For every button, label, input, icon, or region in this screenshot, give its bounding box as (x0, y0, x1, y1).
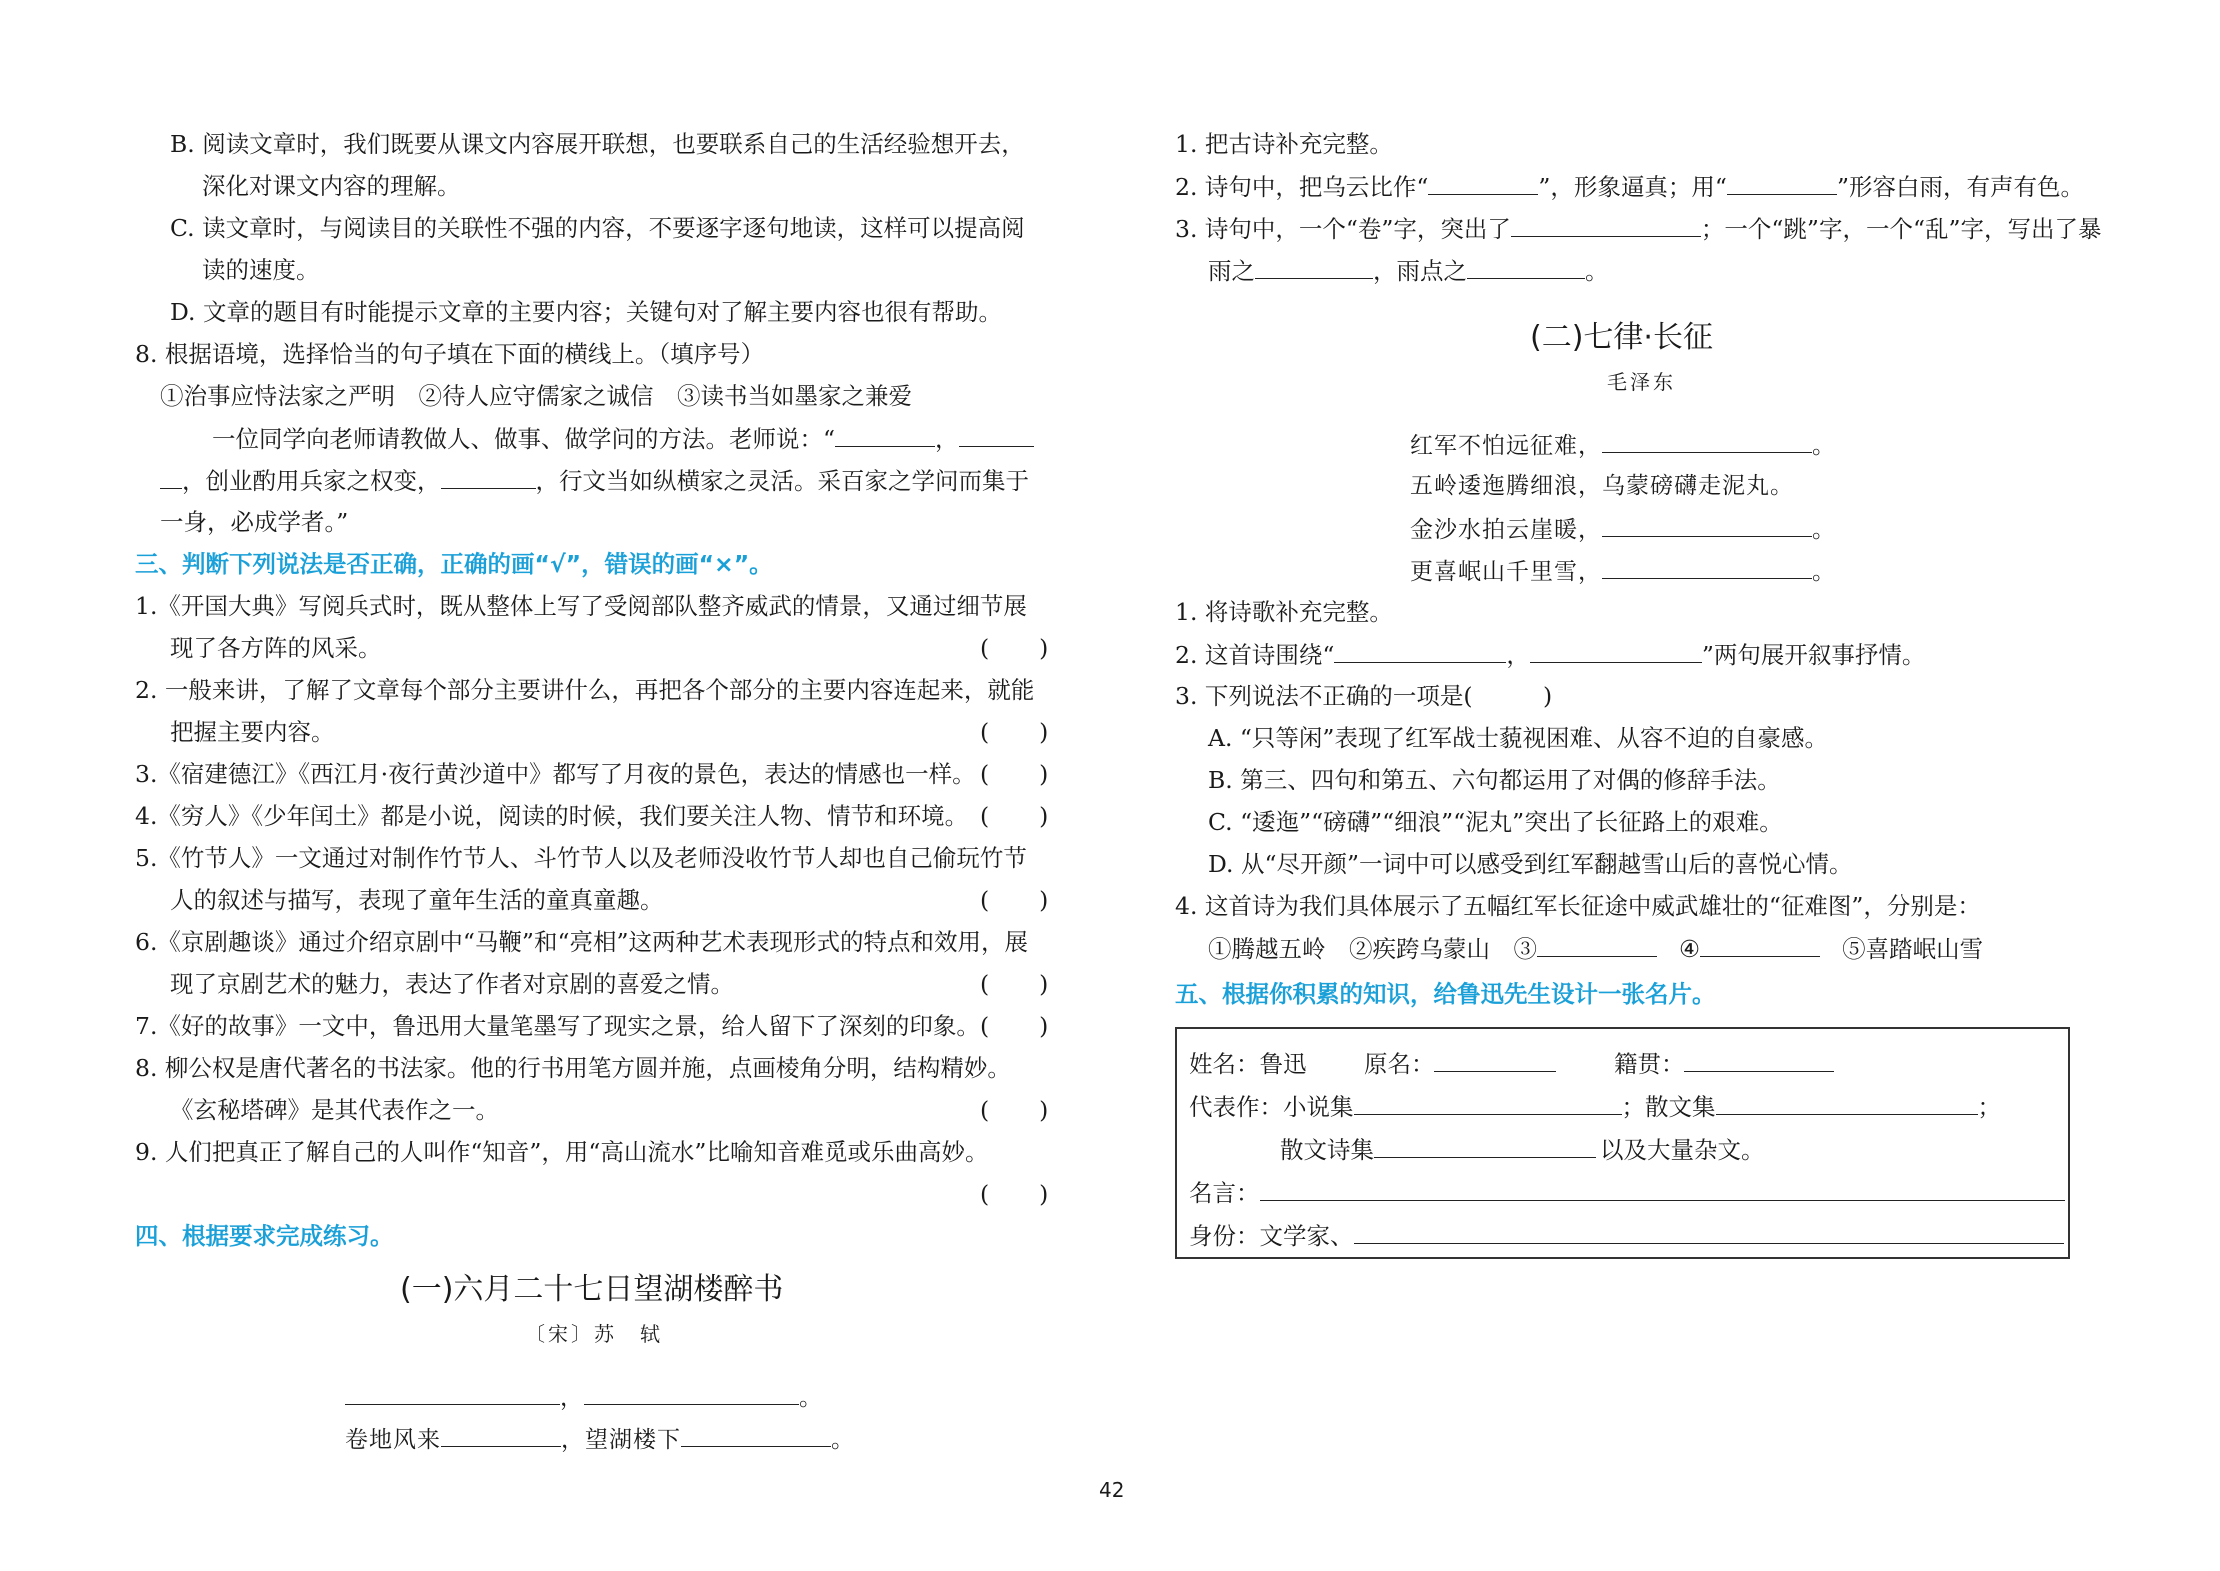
card-works-blank[interactable] (1354, 1090, 1622, 1115)
judge-item-3: 3.《宿建德江》《西江月·夜行黄沙道中》都写了月夜的景色，表达的情感也一样。 (135, 760, 976, 788)
judge-item-7: 7.《好的故事》一文中，鲁迅用大量笔墨写了现实之景，给人留下了深刻的印象。 (135, 1012, 980, 1040)
poem2-l4-period: 。 (1812, 559, 1836, 585)
q8-blank-3[interactable] (441, 464, 536, 489)
poem1-q3-b: ；一个“跳”字，一个“乱”字，写出了暴 (1700, 215, 2102, 243)
poem1-q3-a: 3. 诗句中，一个“卷”字，突出了 (1175, 215, 1511, 243)
poem1-q3-line1 (1175, 212, 2101, 245)
card-orig-label: 原名： (1363, 1050, 1435, 1078)
q7-option-d: D. 文章的题目有时能提示文章的主要内容；关键句对了解主要内容也很有帮助。 (170, 298, 1002, 326)
judge-answer-3[interactable]: ( ) (980, 760, 1050, 788)
poem2-author: 毛泽东 (1607, 370, 1676, 394)
card-essays-label: ；散文集 (1621, 1093, 1716, 1121)
card-row-2 (1189, 1090, 2001, 1123)
poem1-comma: ， (560, 1385, 584, 1411)
poem1-line2-a: 卷地风来 (345, 1427, 441, 1453)
judge-answer-9[interactable]: ( ) (980, 1180, 1050, 1208)
poem1-q2-blank-1[interactable] (1428, 170, 1538, 195)
card-row-4 (1189, 1176, 2065, 1209)
judge-item-6-line1: 6.《京剧趣谈》通过介绍京剧中“马鞭”和“亮相”这两种艺术表现形式的特点和效用，展 (135, 928, 1028, 956)
poem2-q3-option-b: B. 第三、四句和第五、六句都运用了对偶的修辞手法。 (1208, 766, 1781, 794)
poem1-q2-blank-2[interactable] (1727, 170, 1837, 195)
q8-p1-text: 一位同学向老师请教做人、做事、做学问的方法。老师说：“ (212, 425, 836, 453)
poem2-q4-blank-3[interactable] (1537, 932, 1657, 957)
poem1-blank-1[interactable] (345, 1380, 560, 1405)
poem2-q2-b: ， (1506, 641, 1530, 669)
poem2-line3 (1410, 512, 1836, 546)
judge-item-4: 4.《穷人》《少年闰土》都是小说，阅读的时候，我们要关注人物、情节和环境。 (135, 802, 969, 830)
judge-item-1-line1: 1.《开国大典》写阅兵式时，既从整体上写了受阅部队整齐威武的情景，又通过细节展 (135, 592, 1027, 620)
poem1-q3-blank-1[interactable] (1511, 212, 1701, 237)
judge-answer-8[interactable]: ( ) (980, 1096, 1050, 1124)
judge-item-1-line2: 现了各方阵的风采。 (170, 634, 382, 662)
card-semicolon: ； (1977, 1093, 2001, 1121)
q8-stem: 8. 根据语境，选择恰当的句子填在下面的横线上。（填序号） (135, 340, 765, 368)
judge-answer-4[interactable]: ( ) (980, 802, 1050, 830)
poem1-q3-d: ，雨点之 (1373, 257, 1467, 285)
poem2-q4-options (1208, 932, 1983, 965)
poem2-q4-o1: ①腾越五岭 ②疾跨乌蒙山 ③ (1208, 935, 1537, 963)
poem2-q3: 3. 下列说法不正确的一项是( ) (1175, 682, 1553, 710)
q8-paragraph-line2 (160, 464, 1029, 497)
card-home-blank[interactable] (1684, 1047, 1834, 1072)
poem2-q2-c: ”两句展开叙事抒情。 (1701, 641, 1926, 669)
poem1-q3-blank-3[interactable] (1467, 254, 1585, 279)
poem2-l3-period: 。 (1812, 517, 1836, 543)
poem1-line1 (345, 1380, 823, 1414)
poem2-q2-blank-1[interactable] (1334, 638, 1506, 663)
poem2-q1: 1. 将诗歌补充完整。 (1175, 598, 1393, 626)
judge-item-5-line2: 人的叙述与描写，表现了童年生活的童真童趣。 (170, 886, 664, 914)
judge-item-8-line2: 《玄秘塔碑》是其代表作之一。 (170, 1096, 499, 1124)
judge-item-6-line2: 现了京剧艺术的魅力，表达了作者对京剧的喜爱之情。 (170, 970, 734, 998)
poem2-l1-period: 。 (1812, 433, 1836, 459)
poem1-q2-b: ”，形象逼真；用“ (1538, 173, 1727, 201)
poem1-title: (一)六月二十七日望湖楼醉书 (400, 1272, 784, 1307)
q7-option-b-line2: 深化对课文内容的理解。 (202, 172, 461, 200)
poem1-q3-blank-2[interactable] (1255, 254, 1373, 279)
poem2-q3-option-c: C. “逶迤”“磅礴”“细浪”“泥丸”突出了长征路上的艰难。 (1208, 808, 1783, 836)
poem2-title: (二)七律·长征 (1530, 320, 1713, 355)
card-identity-label: 身份：文学家、 (1189, 1222, 1354, 1250)
poem2-q2-blank-2[interactable] (1530, 638, 1702, 663)
poem2-q2-a: 2. 这首诗围绕“ (1175, 641, 1335, 669)
poem2-blank-2[interactable] (1602, 512, 1812, 537)
judge-answer-1[interactable]: ( ) (980, 634, 1050, 662)
judge-answer-7[interactable]: ( ) (980, 1012, 1050, 1040)
card-row-5 (1189, 1219, 2064, 1252)
q8-paragraph-line3: 一身，必成学者。” (160, 508, 349, 536)
poem2-q4-o5: ⑤喜踏岷山雪 (1842, 935, 1984, 963)
poem2-line4 (1410, 554, 1836, 588)
judge-item-2-line2: 把握主要内容。 (170, 718, 335, 746)
q8-options: ①治事应恃法家之严明 ②待人应守儒家之诚信 ③读书当如墨家之兼爱 (160, 382, 912, 410)
poem1-q3-e: 。 (1585, 257, 1609, 285)
judge-item-5-line1: 5.《竹节人》一文通过对制作竹节人、斗竹节人以及老师没收竹节人却也自己偷玩竹节 (135, 844, 1027, 872)
poem2-q4-blank-4[interactable] (1700, 932, 1820, 957)
judge-answer-5[interactable]: ( ) (980, 886, 1050, 914)
poem1-q2 (1175, 170, 2084, 203)
poem2-l1-text: 红军不怕远征难， (1410, 433, 1602, 459)
poem2-q2 (1175, 638, 1925, 671)
q8-p2a-text: ，创业酌用兵家之权变， (182, 467, 441, 495)
page-number: 42 (1099, 1478, 1125, 1502)
poem1-period: 。 (799, 1385, 823, 1411)
poem1-q2-a: 2. 诗句中，把乌云比作“ (1175, 173, 1429, 201)
card-identity-blank[interactable] (1354, 1219, 2064, 1244)
poem2-blank-3[interactable] (1602, 554, 1812, 579)
card-orig-blank[interactable] (1434, 1047, 1556, 1072)
judge-answer-2[interactable]: ( ) (980, 718, 1050, 746)
q7-option-c-line1: C. 读文章时，与阅读目的关联性不强的内容，不要逐字逐句地读，这样可以提高阅 (170, 214, 1025, 242)
q7-option-c-line2: 读的速度。 (202, 256, 320, 284)
poem1-blank-2[interactable] (584, 1380, 799, 1405)
q7-option-b-line1: B. 阅读文章时，我们既要从课文内容展开联想，也要联系自己的生活经验想开去， (170, 130, 1025, 158)
poem1-q3-c: 雨之 (1208, 257, 1255, 285)
poem1-line2 (345, 1422, 855, 1456)
poem1-line2-b: ，望湖楼下 (561, 1427, 681, 1453)
q8-p1-comma: ， (935, 425, 959, 453)
card-name: 姓名：鲁迅 (1189, 1050, 1307, 1078)
poem1-blank-4[interactable] (681, 1422, 831, 1447)
poem2-l3-text: 金沙水拍云崖暖， (1410, 517, 1602, 543)
q8-blank-2b[interactable] (160, 464, 182, 489)
card-quote-label: 名言： (1189, 1179, 1260, 1207)
card-quote-blank[interactable] (1260, 1176, 2065, 1201)
card-row-3 (1280, 1133, 1765, 1166)
poem1-blank-3[interactable] (441, 1422, 561, 1447)
poem1-q2-c: ”形容白雨，有声有色。 (1836, 173, 2084, 201)
q8-blank-2a[interactable] (959, 422, 1034, 447)
poem2-l4-text: 更喜岷山千里雪， (1410, 559, 1602, 585)
q8-blank-1[interactable] (835, 422, 935, 447)
poem2-line1 (1410, 428, 1836, 462)
poem2-blank-1[interactable] (1602, 428, 1812, 453)
poem1-q3-line2 (1208, 254, 1609, 287)
card-prose-blank[interactable] (1374, 1133, 1596, 1158)
judge-item-9: 9. 人们把真正了解自己的人叫作“知音”，用“高山流水”比喻知音难觅或乐曲高妙。 (135, 1138, 989, 1166)
poem2-q3-option-d: D. 从“尽开颜”一词中可以感受到红军翻越雪山后的喜悦心情。 (1208, 850, 1853, 878)
poem2-line2: 五岭逶迤腾细浪，乌蒙磅礴走泥丸。 (1410, 473, 1794, 499)
section5-title: 五、根据你积累的知识，给鲁迅先生设计一张名片。 (1175, 980, 1716, 1008)
poem1-author: 〔宋〕苏 轼 (525, 1322, 663, 1346)
q8-p2b-text: ，行文当如纵横家之灵活。采百家之学问而集于 (535, 467, 1029, 495)
poem2-q4-o4: ④ (1679, 935, 1701, 963)
poem2-q3-option-a: A. “只等闲”表现了红军战士藐视困难、从容不迫的自豪感。 (1208, 724, 1828, 752)
poem2-q4: 4. 这首诗为我们具体展示了五幅红军长征途中威武雄壮的“征难图”，分别是： (1175, 892, 1981, 920)
card-works-label: 代表作：小说集 (1189, 1093, 1354, 1121)
card-prose-label: 散文诗集 (1280, 1136, 1374, 1164)
name-card (1175, 1027, 2070, 1259)
section4-title: 四、根据要求完成练习。 (135, 1222, 394, 1250)
poem1-q1: 1. 把古诗补充完整。 (1175, 130, 1393, 158)
card-home-label: 籍贯： (1613, 1050, 1685, 1078)
q8-paragraph-line1 (212, 422, 1034, 455)
judge-answer-6[interactable]: ( ) (980, 970, 1050, 998)
card-zawen: 以及大量杂文。 (1600, 1136, 1765, 1164)
poem1-line2-period: 。 (831, 1427, 855, 1453)
judge-item-8-line1: 8. 柳公权是唐代著名的书法家。他的行书用笔方圆并施，点画棱角分明，结构精妙。 (135, 1054, 1011, 1082)
section3-title: 三、判断下列说法是否正确，正确的画“√”，错误的画“×”。 (135, 550, 773, 578)
judge-item-2-line1: 2. 一般来讲，了解了文章每个部分主要讲什么，再把各个部分的主要内容连起来，就能 (135, 676, 1035, 704)
card-essays-blank[interactable] (1716, 1090, 1978, 1115)
card-row-1 (1189, 1047, 1834, 1080)
